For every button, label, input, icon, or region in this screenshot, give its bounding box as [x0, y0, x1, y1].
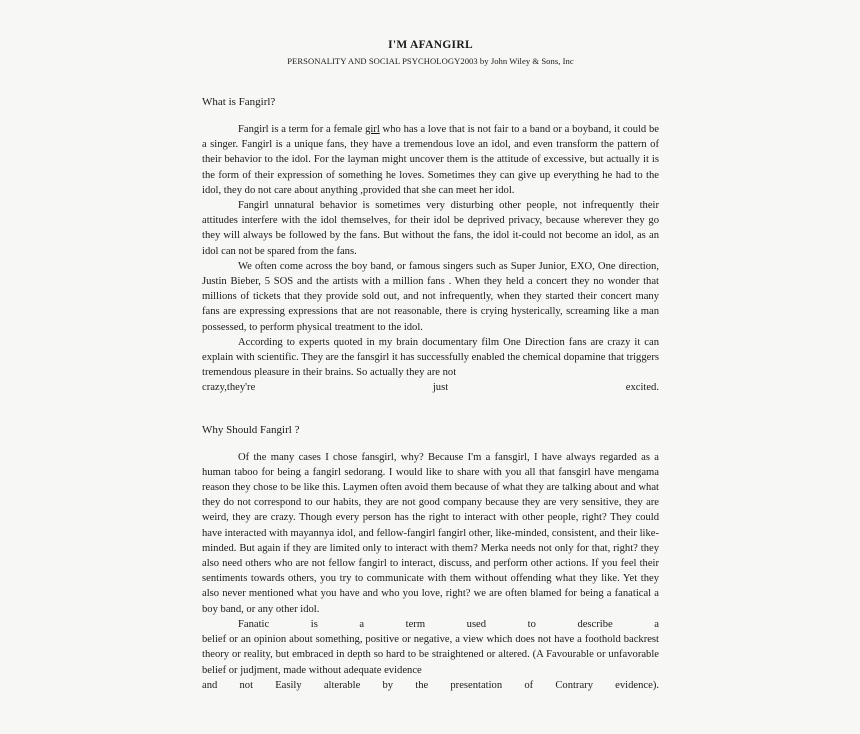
- first-line-word-8: a: [654, 618, 659, 630]
- fanatic-last-word-3: Easily: [275, 679, 302, 691]
- paragraph-rest-text: who has a love that is not fair to a band or a boyband, it could be a singer. Fangirl is a unique fans, they have a tremendous love an idol, and even transform the pattern of their behavior to the idol. For the layman might uncover them is the attitude of excessive, but actually it is the form of their expression of something he loves. Sometimes they can give up everything he had to the idol, they do not care about anything ,provided that she can meet her idol.: [202, 124, 659, 196]
- fanatic-last-word-5: by: [382, 679, 394, 691]
- paragraph-lead-text: Fangirl is a term for a female: [238, 124, 366, 135]
- last-line-word-3: excited.: [625, 382, 659, 394]
- first-line-word-6: to: [527, 618, 536, 630]
- fanatic-last-word-9: Contrary: [555, 679, 593, 691]
- first-line-word-7: describe: [577, 618, 613, 630]
- document-title: I'M AFANGIRL: [388, 39, 473, 51]
- first-line-word-4: term: [405, 618, 426, 630]
- fanatic-last-word-1: and: [202, 679, 218, 691]
- paragraph-why-i-chose-fangirl: Of the many cases I chose fansgirl, why? Because I'm a fansgirl, I have always regarded as a human taboo for being a fangirl sedorang. I would like to share with you all that fansgirl have mengama reason they chose to be like this. Laymen often avoid them because of what they are talking about and what they do not correspond to our habits, they are not good company because they are very sensitive, they are weird, they are crazy. Though every person has the right to interact with other people, right? They could have interacted with mayannya idol, and fellow-fangirl fangirl other, like-minded, consistent, and their like-minded. But again if they are limited only to interact with them? Merka needs not only for that, right? they also need others who are not fellow fangirl to interact, discuss, and perform other actions. If you feel their sentiments towards others, you try to communicate with them without offending what they like. Yet they also never mentioned what you have and who you love, right? we are often blamed for being a fanatical a boy band, or any other idol.: [202, 451, 660, 615]
- first-line-word-2: is: [310, 618, 318, 630]
- first-line-word-5: used: [466, 618, 487, 630]
- paragraph-definition: [202, 122, 659, 198]
- first-line-word-3: a: [359, 618, 365, 630]
- paragraph-unnatural-behavior: Fangirl unnatural behavior is sometimes very disturbing other people, not infrequently their attitudes interfere with the idol themselves, for their idol be deprived privacy, because wherever they go they will always be followed by the fans. But without the fans, the idol it-could not become an idol, as an idol can not be spared from the fans.: [202, 200, 659, 257]
- paragraph-fanatic-last-line: [202, 678, 659, 693]
- document-subtitle: PERSONALITY AND SOCIAL PSYCHOLOGY2003 by John Wiley & Sons, Inc: [287, 56, 574, 66]
- spacer-after-section-one-heading: [202, 110, 659, 122]
- spacer-after-section-two-heading: [202, 438, 659, 450]
- underlined-term-girl: girl: [365, 124, 380, 135]
- fanatic-last-word-7: presentation: [450, 679, 503, 691]
- spacer-before-section-two: [202, 396, 659, 423]
- document-content-column: [202, 0, 659, 693]
- fanatic-last-word-8: of: [524, 679, 534, 691]
- last-line-word-1: crazy,they're: [202, 382, 256, 394]
- fanatic-last-word-6: the: [415, 679, 429, 691]
- first-line-word-1: Fanatic: [238, 618, 270, 630]
- last-line-word-2: just: [432, 382, 449, 394]
- section-heading-what-is-fangirl: What is Fangirl?: [202, 96, 276, 108]
- spacer-before-section-one: [202, 67, 659, 95]
- paragraph-experts-dopamine: According to experts quoted in my brain documentary film One Direction fans are crazy it can explain with scientific. They are the fansgirl it has successfully enabled the chemical dopamine that triggers tremendous pleasure in their brains. So actually they are not: [202, 336, 659, 379]
- section-heading-why-should-fangirl: Why Should Fangirl ?: [202, 423, 300, 436]
- paragraph-fanatic-definition: belief or an opinion about something, positive or negative, a view which does not have a foothold backrest theory or reality, but embraced in depth so hard to be straightened or altered. (A Favourable or unfavorable belief or judjment, made without adequate evidence: [202, 634, 659, 676]
- fanatic-last-word-10: evidence).: [615, 679, 659, 691]
- fanatic-last-word-4: alterable: [323, 679, 361, 691]
- fanatic-last-word-2: not: [239, 679, 254, 691]
- paragraph-boy-bands: We often come across the boy band, or famous singers such as Super Junior, EXO, One direction, Justin Bieber, 5 SOS and the artists with a million fans . When they held a concert they no wonder that millions of tickets that they provide sold out, and not infrequently, when they started their concert many fans are expressing expressions that are not reasonable, there is crying hysterically, screaming like a man possessed, to perform physical treatment to the idol.: [202, 260, 659, 333]
- paragraph-fanatic-first-line: [202, 617, 659, 632]
- paragraph-experts-last-line: [202, 380, 659, 395]
